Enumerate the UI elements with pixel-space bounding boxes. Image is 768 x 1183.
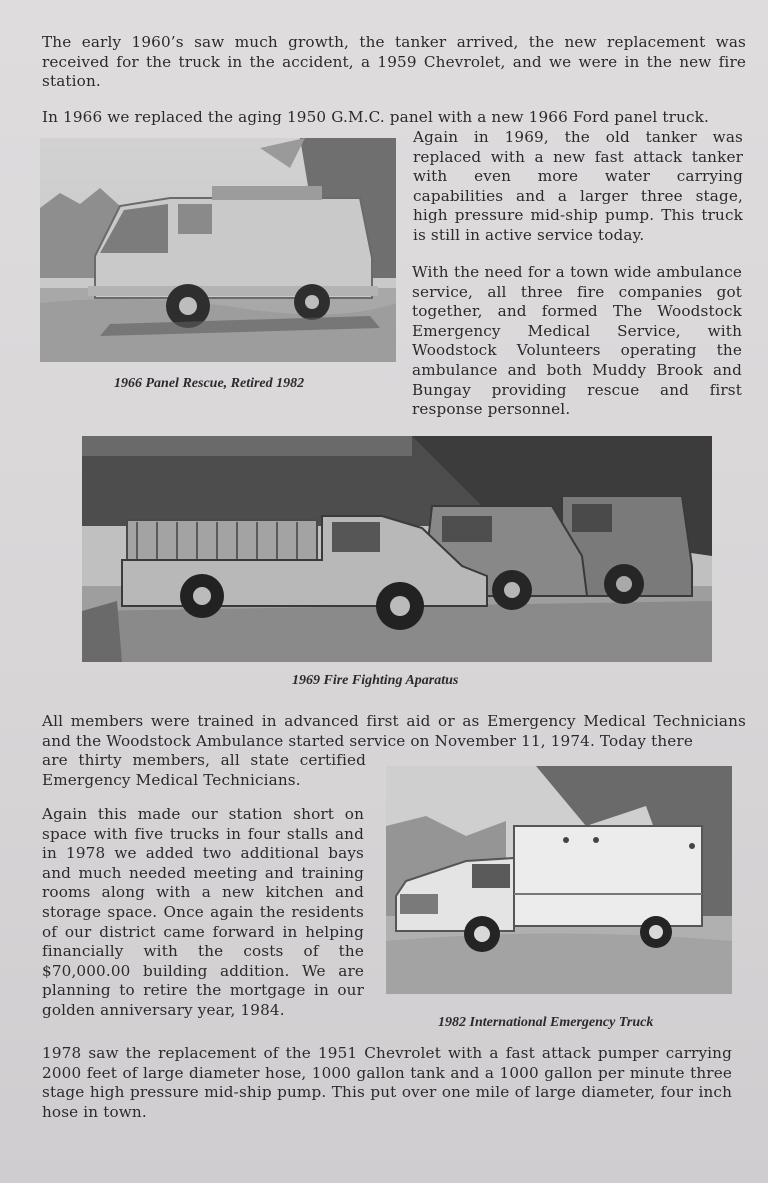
paragraph-1978-pumper: 1978 saw the replacement of the 1951 Chevrolet with a fast attack pumper carrying 2000 feet of large diameter hose, 1000 gallon tank and a 1000 gallon per minute three stage high pressure mid-ship pump. This put over one mile of large diameter, four inch hose in town. [42, 1044, 732, 1121]
caption-panel-rescue: 1966 Panel Rescue, Retired 1982 [114, 376, 305, 391]
paragraph-1966-panel: In 1966 we replaced the aging 1950 G.M.C. panel with a new 1966 Ford panel truck. [42, 108, 709, 126]
paragraph-early-1960s: The early 1960’s saw much growth, the tanker arrived, the new replacement was received for the truck in the accident, a 1959 Chevrolet, and we were in the new fire station. [42, 33, 746, 91]
paragraph-thirty-members: are thirty members, all state certified Emergency Medical Technicians. [42, 751, 366, 789]
caption-emergency-truck: 1982 International Emergency Truck [438, 1015, 654, 1030]
paragraph-ambulance-service: With the need for a town wide ambulance service, all three fire companies got together, and formed The Woodstock Emergency Medical Service, with Woodstock Volunteers operating the ambulance and both Muddy Brook and Bungay providing rescue and first response personnel. [412, 263, 742, 419]
paragraph-members-trained: All members were trained in advanced first aid or as Emergency Medical Technicians and the Woodstock Ambulance started service on November 11, 1974. Today there [42, 712, 746, 750]
photo-1969-fire-apparatus [82, 436, 712, 662]
paragraph-station-addition: Again this made our station short on space with five trucks in four stalls and in 1978 we added two additional bays and much needed meeting and training rooms along with a new kitchen and storage space. Once again the residents of our district came forward in helping financially with the costs of the $70,000.00 building addition. We are planning to retire the mortgage in our golden anniversary year, 1984. [42, 805, 364, 1019]
photo-1982-emergency-truck [386, 766, 732, 994]
caption-fire-apparatus: 1969 Fire Fighting Aparatus [292, 673, 459, 688]
paragraph-1969-tanker: Again in 1969, the old tanker was replaced with a new fast attack tanker with even more water carrying capabilities and a larger three stage, high pressure mid-ship pump. This truck is still in active service today. [413, 128, 743, 244]
photo-1966-panel-rescue [40, 138, 396, 362]
